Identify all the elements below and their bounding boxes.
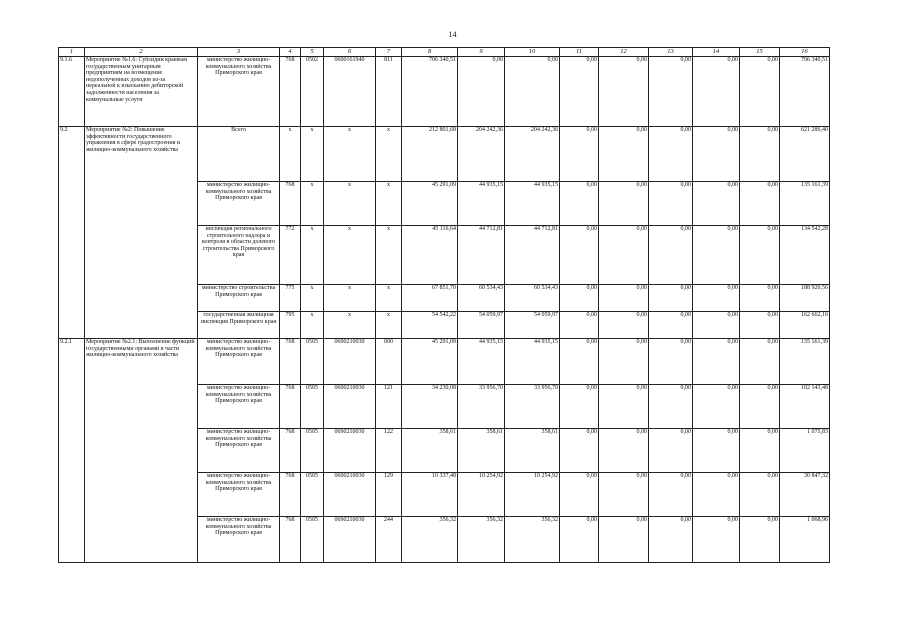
responsible-organization-cell: министерство жилищно-коммунального хозяйства Приморского края	[198, 517, 280, 563]
value-col-10: 356,32	[505, 517, 560, 563]
grbs-code-cell: 795	[280, 312, 301, 339]
value-col-14: 0,00	[693, 385, 740, 429]
value-col-12: 0,00	[599, 182, 649, 226]
column-number-1: 1	[59, 48, 85, 57]
value-col-11: 0,00	[560, 127, 599, 182]
value-col-8: 358,61	[402, 429, 458, 473]
value-col-12: 0,00	[599, 285, 649, 312]
column-number-8: 8	[402, 48, 458, 57]
value-col-9: 10 254,92	[458, 473, 505, 517]
value-col-14: 0,00	[693, 285, 740, 312]
value-col-8: 706 340,51	[402, 57, 458, 127]
target-article-cell: x	[324, 312, 376, 339]
grbs-code-cell: 768	[280, 57, 301, 127]
responsible-organization-cell: министерство строительства Приморского края	[198, 285, 280, 312]
value-col-8: 45 291,09	[402, 339, 458, 385]
value-col-11: 0,00	[560, 339, 599, 385]
measure-name-cell: Мероприятие №1.6: Субсидии краевым государственным унитарным предприятиям на возмещение недополученных доходов из-за нереальной к взысканию дебиторской задолженности населения за коммунальные услуги	[85, 57, 198, 127]
section-code-cell: x	[301, 226, 324, 285]
value-col-10: 204 242,36	[505, 127, 560, 182]
value-col-12: 0,00	[599, 429, 649, 473]
value-col-8: 54 542,22	[402, 312, 458, 339]
expense-type-cell: x	[376, 285, 402, 312]
row-number-cell: 9.2.1	[59, 339, 85, 563]
value-col-14: 0,00	[693, 57, 740, 127]
value-col-8: 356,32	[402, 517, 458, 563]
value-col-15: 0,00	[740, 339, 780, 385]
table-body	[59, 48, 830, 563]
value-col-10: 44 935,15	[505, 339, 560, 385]
measure-name-cell: Мероприятие №2: Повышение эффективности государственного управления в сфере градостроения и жилищно-коммунального хозяйства	[85, 127, 198, 339]
value-col-13: 0,00	[649, 517, 693, 563]
value-col-15: 0,00	[740, 517, 780, 563]
grbs-code-cell: 768	[280, 182, 301, 226]
expense-type-cell: 129	[376, 473, 402, 517]
value-col-11: 0,00	[560, 517, 599, 563]
value-col-14: 0,00	[693, 517, 740, 563]
value-col-10: 10 254,92	[505, 473, 560, 517]
column-number-row	[59, 48, 830, 57]
budget-table	[58, 47, 830, 563]
column-number-4: 4	[280, 48, 301, 57]
column-number-6: 6	[324, 48, 376, 57]
value-col-16-total: 162 662,16	[780, 312, 830, 339]
value-col-10: 358,61	[505, 429, 560, 473]
responsible-organization-cell: министерство жилищно-коммунального хозяйства Приморского края	[198, 339, 280, 385]
value-col-15: 0,00	[740, 385, 780, 429]
value-col-8: 212 801,68	[402, 127, 458, 182]
column-number-16: 16	[780, 48, 830, 57]
measure-name-cell: Мероприятие №2.1: Выполнение функций государственными органами в части жилищно-коммунального хозяйства	[85, 339, 198, 563]
table-row	[59, 339, 830, 385]
value-col-11: 0,00	[560, 57, 599, 127]
value-col-16-total: 1 075,83	[780, 429, 830, 473]
expense-type-cell: x	[376, 226, 402, 285]
value-col-10: 0,00	[505, 57, 560, 127]
value-col-13: 0,00	[649, 429, 693, 473]
value-col-15: 0,00	[740, 182, 780, 226]
value-col-10: 33 956,70	[505, 385, 560, 429]
column-number-9: 9	[458, 48, 505, 57]
value-col-12: 0,00	[599, 339, 649, 385]
responsible-organization-cell: министерство жилищно-коммунального хозяйства Приморского края	[198, 182, 280, 226]
value-col-16-total: 135 161,39	[780, 339, 830, 385]
target-article-cell: 0690210030	[324, 517, 376, 563]
value-col-12: 0,00	[599, 127, 649, 182]
value-col-14: 0,00	[693, 182, 740, 226]
row-number-cell: 9.2	[59, 127, 85, 339]
value-col-13: 0,00	[649, 182, 693, 226]
column-number-12: 12	[599, 48, 649, 57]
expense-type-cell: 122	[376, 429, 402, 473]
section-code-cell: x	[301, 285, 324, 312]
value-col-9: 44 935,15	[458, 182, 505, 226]
value-col-11: 0,00	[560, 226, 599, 285]
value-col-15: 0,00	[740, 226, 780, 285]
value-col-9: 44 935,15	[458, 339, 505, 385]
section-code-cell: 0505	[301, 385, 324, 429]
expense-type-cell: 811	[376, 57, 402, 127]
value-col-9: 54 059,97	[458, 312, 505, 339]
target-article-cell: x	[324, 182, 376, 226]
value-col-8: 10 337,48	[402, 473, 458, 517]
value-col-14: 0,00	[693, 473, 740, 517]
target-article-cell: x	[324, 127, 376, 182]
value-col-16-total: 30 847,32	[780, 473, 830, 517]
responsible-organization-cell: Всего	[198, 127, 280, 182]
value-col-11: 0,00	[560, 182, 599, 226]
value-col-15: 0,00	[740, 312, 780, 339]
value-col-9: 356,32	[458, 517, 505, 563]
column-number-11: 11	[560, 48, 599, 57]
column-number-3: 3	[198, 48, 280, 57]
expense-type-cell: x	[376, 127, 402, 182]
target-article-cell: x	[324, 285, 376, 312]
value-col-13: 0,00	[649, 285, 693, 312]
value-col-16-total: 134 542,28	[780, 226, 830, 285]
value-col-16-total: 102 143,48	[780, 385, 830, 429]
value-col-8: 45 291,09	[402, 182, 458, 226]
grbs-code-cell: 768	[280, 429, 301, 473]
value-col-14: 0,00	[693, 127, 740, 182]
section-code-cell: x	[301, 312, 324, 339]
section-code-cell: 0502	[301, 57, 324, 127]
value-col-9: 0,00	[458, 57, 505, 127]
value-col-10: 44 712,81	[505, 226, 560, 285]
value-col-16-total: 135 161,39	[780, 182, 830, 226]
column-number-7: 7	[376, 48, 402, 57]
column-number-2: 2	[85, 48, 198, 57]
section-code-cell: 0505	[301, 429, 324, 473]
value-col-11: 0,00	[560, 473, 599, 517]
value-col-11: 0,00	[560, 285, 599, 312]
value-col-13: 0,00	[649, 127, 693, 182]
value-col-12: 0,00	[599, 57, 649, 127]
value-col-11: 0,00	[560, 429, 599, 473]
value-col-13: 0,00	[649, 312, 693, 339]
expense-type-cell: x	[376, 312, 402, 339]
grbs-code-cell: 768	[280, 339, 301, 385]
value-col-8: 34 230,08	[402, 385, 458, 429]
column-number-15: 15	[740, 48, 780, 57]
value-col-13: 0,00	[649, 57, 693, 127]
section-code-cell: x	[301, 182, 324, 226]
value-col-8: 45 116,64	[402, 226, 458, 285]
value-col-14: 0,00	[693, 226, 740, 285]
value-col-15: 0,00	[740, 127, 780, 182]
section-code-cell: x	[301, 127, 324, 182]
grbs-code-cell: x	[280, 127, 301, 182]
responsible-organization-cell: инспекция регионального строительного надзора и контроля в области долевого строительства Приморского края	[198, 226, 280, 285]
value-col-12: 0,00	[599, 226, 649, 285]
target-article-cell: 0690210030	[324, 385, 376, 429]
column-number-5: 5	[301, 48, 324, 57]
value-col-12: 0,00	[599, 385, 649, 429]
value-col-14: 0,00	[693, 312, 740, 339]
value-col-10: 60 534,43	[505, 285, 560, 312]
page-number: 14	[448, 30, 457, 39]
table-row	[59, 127, 830, 182]
value-col-10: 54 059,97	[505, 312, 560, 339]
value-col-9: 204 242,36	[458, 127, 505, 182]
section-code-cell: 0505	[301, 517, 324, 563]
expense-type-cell: 000	[376, 339, 402, 385]
value-col-8: 67 851,70	[402, 285, 458, 312]
value-col-13: 0,00	[649, 339, 693, 385]
row-number-cell: 9.1.6	[59, 57, 85, 127]
section-code-cell: 0505	[301, 473, 324, 517]
responsible-organization-cell: министерство жилищно-коммунального хозяйства Приморского края	[198, 57, 280, 127]
value-col-15: 0,00	[740, 429, 780, 473]
column-number-13: 13	[649, 48, 693, 57]
value-col-15: 0,00	[740, 473, 780, 517]
responsible-organization-cell: министерство жилищно-коммунального хозяйства Приморского края	[198, 385, 280, 429]
value-col-11: 0,00	[560, 385, 599, 429]
grbs-code-cell: 772	[280, 226, 301, 285]
value-col-10: 44 935,15	[505, 182, 560, 226]
column-number-10: 10	[505, 48, 560, 57]
target-article-cell: 0690210030	[324, 339, 376, 385]
grbs-code-cell: 768	[280, 473, 301, 517]
section-code-cell: 0505	[301, 339, 324, 385]
value-col-16-total: 706 340,51	[780, 57, 830, 127]
grbs-code-cell: 775	[280, 285, 301, 312]
value-col-16-total: 621 286,40	[780, 127, 830, 182]
expense-type-cell: 121	[376, 385, 402, 429]
value-col-9: 33 956,70	[458, 385, 505, 429]
value-col-9: 44 712,81	[458, 226, 505, 285]
value-col-16-total: 188 920,56	[780, 285, 830, 312]
responsible-organization-cell: министерство жилищно-коммунального хозяйства Приморского края	[198, 429, 280, 473]
grbs-code-cell: 768	[280, 385, 301, 429]
value-col-13: 0,00	[649, 226, 693, 285]
expense-type-cell: 244	[376, 517, 402, 563]
responsible-organization-cell: государственная жилищная инспекция Приморского края	[198, 312, 280, 339]
target-article-cell: 0690210030	[324, 473, 376, 517]
value-col-12: 0,00	[599, 517, 649, 563]
grbs-code-cell: 768	[280, 517, 301, 563]
column-number-14: 14	[693, 48, 740, 57]
value-col-15: 0,00	[740, 285, 780, 312]
value-col-9: 358,61	[458, 429, 505, 473]
value-col-9: 60 534,43	[458, 285, 505, 312]
target-article-cell: 0690210030	[324, 429, 376, 473]
value-col-13: 0,00	[649, 385, 693, 429]
value-col-16-total: 1 068,96	[780, 517, 830, 563]
value-col-12: 0,00	[599, 473, 649, 517]
responsible-organization-cell: министерство жилищно-коммунального хозяйства Приморского края	[198, 473, 280, 517]
value-col-13: 0,00	[649, 473, 693, 517]
target-article-cell: x	[324, 226, 376, 285]
value-col-12: 0,00	[599, 312, 649, 339]
expense-type-cell: x	[376, 182, 402, 226]
target-article-cell: 0690161940	[324, 57, 376, 127]
value-col-11: 0,00	[560, 312, 599, 339]
value-col-15: 0,00	[740, 57, 780, 127]
value-col-14: 0,00	[693, 429, 740, 473]
value-col-14: 0,00	[693, 339, 740, 385]
table-row	[59, 57, 830, 127]
